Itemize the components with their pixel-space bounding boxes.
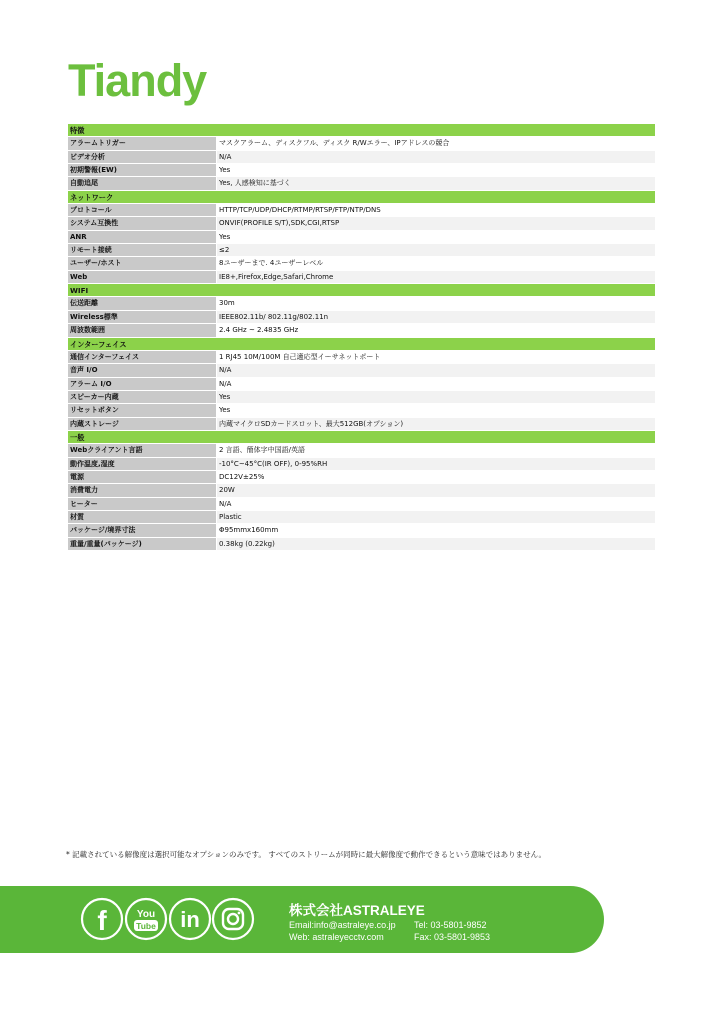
spec-row — [68, 351, 655, 364]
spec-label: 通信インターフェイス — [68, 351, 216, 363]
contact-web[interactable]: Web: astraleyecctv.com — [289, 932, 384, 942]
spec-row — [68, 311, 655, 324]
linkedin-icon[interactable] — [168, 897, 212, 941]
spec-label: 消費電力 — [68, 484, 216, 496]
spec-value: N/A — [216, 151, 655, 163]
spec-label: 音声 I/O — [68, 364, 216, 376]
contact-email[interactable]: Email:info@astraleye.co.jp — [289, 920, 396, 930]
section-header: WIFI — [68, 284, 655, 297]
spec-row — [68, 177, 655, 190]
spec-value: 2.4 GHz ~ 2.4835 GHz — [216, 324, 655, 336]
spec-value: IEEE802.11b/ 802.11g/802.11n — [216, 311, 655, 323]
spec-value: Yes — [216, 231, 655, 243]
spec-row — [68, 324, 655, 337]
spec-label: 電源 — [68, 471, 216, 483]
section-header: 特徴 — [68, 124, 655, 137]
facebook-icon[interactable] — [80, 897, 124, 941]
spec-label: 動作温度,湿度 — [68, 458, 216, 470]
spec-row — [68, 471, 655, 484]
section-header: 一般 — [68, 431, 655, 444]
spec-label: Wireless標準 — [68, 311, 216, 323]
spec-row — [68, 378, 655, 391]
spec-row — [68, 418, 655, 431]
spec-label: ヒーター — [68, 498, 216, 510]
spec-label: ANR — [68, 231, 216, 243]
spec-label: Webクライアント言語 — [68, 444, 216, 456]
spec-table — [68, 124, 655, 551]
spec-label: Web — [68, 271, 216, 283]
youtube-glyph-top: You — [136, 909, 156, 920]
spec-value: ONVIF(PROFILE S/T),SDK,CGI,RTSP — [216, 217, 655, 229]
spec-value: DC12V±25% — [216, 471, 655, 483]
spec-value: 30m — [216, 297, 655, 309]
contact-tel: Tel: 03-5801-9852 — [414, 920, 487, 930]
spec-row — [68, 217, 655, 230]
spec-label: アラームトリガー — [68, 137, 216, 149]
spec-value: Yes — [216, 404, 655, 416]
footnote: * 記載されている解像度は選択可能なオプションのみです。 すべてのストリームが同時に最大解像度で動作できるという意味ではありません。 — [66, 850, 547, 859]
spec-value: N/A — [216, 364, 655, 376]
spec-value: マスクアラーム、ディスクフル、ディスク R/Wエラー、IPアドレスの競合 — [216, 137, 655, 149]
spec-value: Plastic — [216, 511, 655, 523]
spec-label: 重量/重量(パッケージ) — [68, 538, 216, 550]
linkedin-glyph: in — [180, 907, 200, 932]
spec-row — [68, 271, 655, 284]
spec-label: アラーム I/O — [68, 378, 216, 390]
spec-row — [68, 257, 655, 270]
spec-row — [68, 364, 655, 377]
company-name: 株式会社ASTRALEYE — [289, 903, 425, 918]
spec-label: プロトコール — [68, 204, 216, 216]
spec-value: N/A — [216, 498, 655, 510]
spec-label: リモート接続 — [68, 244, 216, 256]
spec-value: Yes, 人感検知に基づく — [216, 177, 655, 189]
spec-label: 内蔵ストレージ — [68, 418, 216, 430]
footer-banner — [0, 886, 604, 953]
spec-label: ビデオ分析 — [68, 151, 216, 163]
spec-label: 自動追尾 — [68, 177, 216, 189]
spec-value: 20W — [216, 484, 655, 496]
spec-row — [68, 151, 655, 164]
spec-row — [68, 244, 655, 257]
spec-value: IE8+,Firefox,Edge,Safari,Chrome — [216, 271, 655, 283]
section-header: インターフェイス — [68, 338, 655, 351]
section-header: ネットワーク — [68, 191, 655, 204]
instagram-icon[interactable] — [211, 897, 255, 941]
spec-label: 材質 — [68, 511, 216, 523]
youtube-glyph-bottom: Tube — [136, 921, 156, 931]
youtube-icon[interactable] — [124, 897, 168, 941]
spec-label: 伝送距離 — [68, 297, 216, 309]
spec-row — [68, 164, 655, 177]
spec-value: 1 RJ45 10M/100M 自己適応型イーサネットポート — [216, 351, 655, 363]
spec-label: リセットボタン — [68, 404, 216, 416]
spec-row — [68, 538, 655, 551]
spec-value: 2 言語、簡体字中国語/英語 — [216, 444, 655, 456]
spec-label: スピーカー内蔵 — [68, 391, 216, 403]
contact-fax: Fax: 03-5801-9853 — [414, 932, 491, 942]
facebook-glyph: f — [97, 905, 107, 936]
spec-label: システム互換性 — [68, 217, 216, 229]
spec-value: Yes — [216, 164, 655, 176]
spec-label: パッケージ/境界寸法 — [68, 524, 216, 536]
spec-value: -10°C~45°C(IR OFF), 0-95%RH — [216, 458, 655, 470]
spec-value: 内蔵マイクロSDカードスロット、最大512GB(オプション) — [216, 418, 655, 430]
spec-row — [68, 404, 655, 417]
spec-value: HTTP/TCP/UDP/DHCP/RTMP/RTSP/FTP/NTP/DNS — [216, 204, 655, 216]
brand-logo: Tiandy — [68, 55, 207, 106]
spec-row — [68, 137, 655, 150]
spec-value: N/A — [216, 378, 655, 390]
spec-value: Φ95mmx160mm — [216, 524, 655, 536]
spec-row — [68, 511, 655, 524]
spec-row — [68, 458, 655, 471]
spec-value: 0.38kg (0.22kg) — [216, 538, 655, 550]
spec-row — [68, 391, 655, 404]
spec-row — [68, 444, 655, 457]
spec-label: 初期警報(EW) — [68, 164, 216, 176]
spec-value: ≤2 — [216, 244, 655, 256]
spec-row — [68, 204, 655, 217]
spec-label: ユーザー/ホスト — [68, 257, 216, 269]
spec-value: Yes — [216, 391, 655, 403]
spec-row — [68, 484, 655, 497]
spec-value: 8ユーザーまで. 4ユーザーレベル — [216, 257, 655, 269]
spec-row — [68, 524, 655, 537]
spec-label: 周波数範囲 — [68, 324, 216, 336]
spec-row — [68, 297, 655, 310]
spec-row — [68, 498, 655, 511]
spec-row — [68, 231, 655, 244]
